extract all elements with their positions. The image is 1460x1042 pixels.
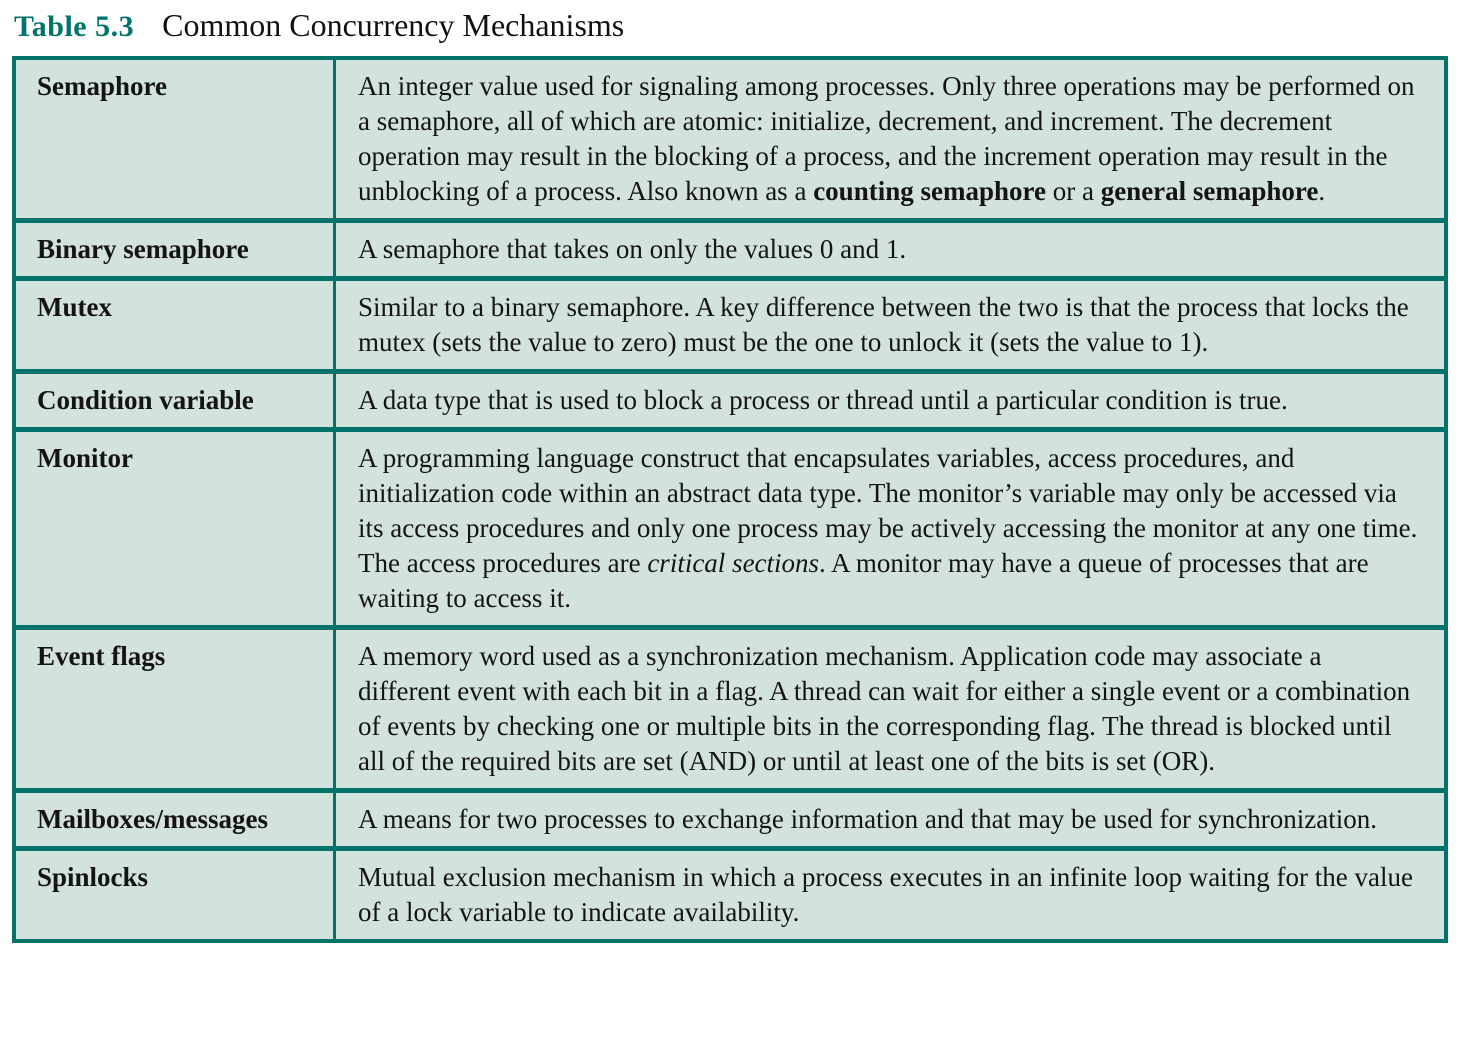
term-cell: Spinlocks bbox=[16, 851, 336, 939]
description-cell: A memory word used as a synchronization mechanism. Application code may associate a different event with each bit in a flag. A thread can wait for either a single event or a combination of events by checking one or multiple bits in the corresponding flag. The thread is blocked until all of the required bits are set (AND) or until at least one of the bits is set (OR). bbox=[358, 641, 1411, 776]
term-cell: Mailboxes/messages bbox=[16, 793, 336, 846]
table-row bbox=[16, 625, 1444, 788]
term-cell: Condition variable bbox=[16, 374, 336, 427]
description-cell: Similar to a binary semaphore. A key difference between the two is that the process that locks the mutex (sets the value to zero) must be the one to unlock it (sets the value to 1). bbox=[358, 292, 1409, 357]
table-row bbox=[16, 218, 1444, 276]
table-row bbox=[16, 369, 1444, 427]
table-row bbox=[16, 788, 1444, 846]
table-row bbox=[16, 427, 1444, 625]
table-row bbox=[16, 276, 1444, 369]
term-cell: Semaphore bbox=[16, 60, 336, 218]
table-caption bbox=[0, 0, 1460, 56]
term-cell: Monitor bbox=[16, 432, 336, 625]
description-cell: An integer value used for signaling among processes. Only three operations may be performed on a semaphore, all of which are atomic: initialize, decrement, and increment. The decrement operation may result in the blocking of a process, and the increment operation may result in the unblocking of a process. Also known as a counting semaphore or a general semaphore. bbox=[358, 71, 1415, 206]
description-cell: A semaphore that takes on only the values 0 and 1. bbox=[358, 234, 907, 264]
concurrency-mechanisms-table bbox=[12, 56, 1448, 943]
description-cell: A programming language construct that encapsulates variables, access procedures, and initialization code within an abstract data type. The monitor’s variable may only be accessed via its access procedures and only one process may be actively accessing the monitor at any one time. The access procedures are critical sections. A monitor may have a queue of processes that are waiting to access it. bbox=[358, 443, 1418, 613]
term-cell: Mutex bbox=[16, 281, 336, 369]
table-number: Table 5.3 bbox=[14, 10, 135, 43]
description-cell: A means for two processes to exchange information and that may be used for synchronization. bbox=[358, 804, 1377, 834]
description-cell: A data type that is used to block a process or thread until a particular condition is true. bbox=[358, 385, 1288, 415]
term-cell: Event flags bbox=[16, 630, 336, 788]
description-cell: Mutual exclusion mechanism in which a process executes in an infinite loop waiting for the value of a lock variable to indicate availability. bbox=[358, 862, 1413, 927]
page-title: Common Concurrency Mechanisms bbox=[162, 7, 625, 43]
term-cell: Binary semaphore bbox=[16, 223, 336, 276]
table-row bbox=[16, 846, 1444, 939]
table-row bbox=[16, 60, 1444, 218]
